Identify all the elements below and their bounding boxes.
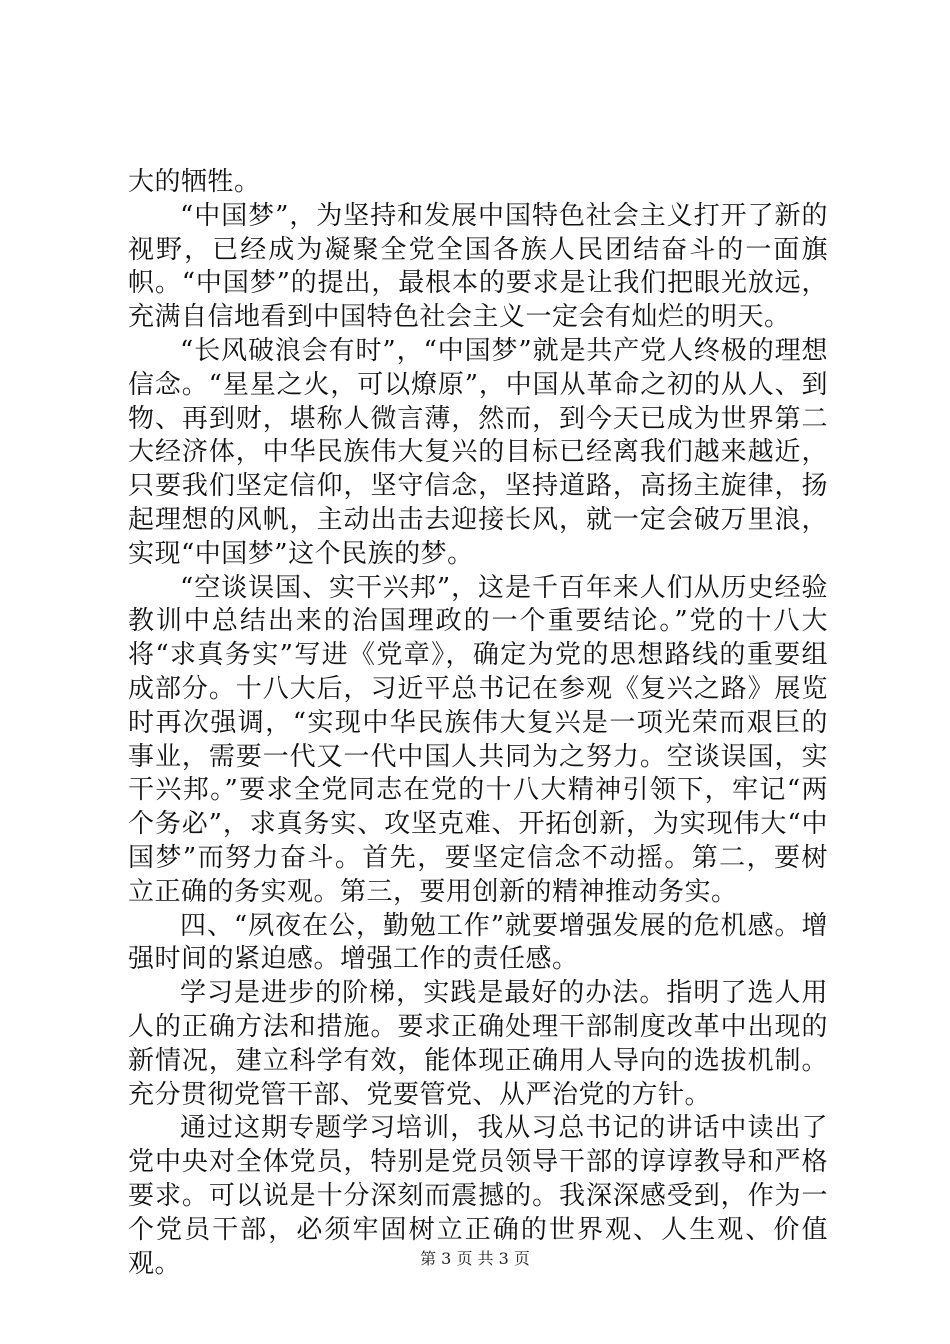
- paragraph-4: “空谈误国、实干兴邦”，这是千百年来人们从历史经验教训中总结出来的治国理政的一个重要结论。”党的十八大将“求真务实”写进《党章》，确定为党的思想路线的重要组成部分。十八大后，习近平总书记在参观《复兴之路》展览时再次强调，“实现中华民族伟大复兴是一项光荣而艰巨的事业，需要一代又一代中国人共同为之努力。空谈误国，实干兴邦。”要求全党同志在党的十八大精神引领下，牢记“两个务必”，求真务实、攻坚克难、开拓创新，为实现伟大“中国梦”而努力奋斗。首先，要坚定信念不动摇。第二，要树立正确的务实观。第三，要用创新的精神推动务实。: [128, 572, 828, 907]
- paragraph-5: 四、“夙夜在公，勤勉工作”就要增强发展的危机感。增强时间的紧迫感。增强工作的责任感。: [128, 910, 828, 975]
- document-body: [128, 166, 828, 1281]
- page-footer: 第 3 页 共 3 页: [420, 1249, 530, 1268]
- paragraph-6: 学习是进步的阶梯，实践是最好的办法。指明了选人用人的正确方法和措施。要求正确处理干部制度改革中出现的新情况，建立科学有效，能体现正确用人导向的选拔机制。充分贯彻党管干部、党要管党、从严治党的方针。: [128, 978, 828, 1110]
- paragraph-7: 通过这期专题学习培训，我从习总书记的讲话中读出了党中央对全体党员，特别是党员领导干部的谆谆教导和严格要求。可以说是十分深刻而震撼的。我深深感受到，作为一个党员干部，必须牢固树立正确的世界观、人生观、价值观。: [128, 1113, 828, 1279]
- paragraph-2: “中国梦”，为坚持和发展中国特色社会主义打开了新的视野，已经成为凝聚全党全国各族人民团结奋斗的一面旗帜。“中国梦”的提出，最根本的要求是让我们把眼光放远，充满自信地看到中国特色社会主义一定会有灿烂的明天。: [128, 200, 828, 333]
- paragraph-1: 大的牺牲。: [128, 167, 261, 197]
- paragraph-3: “长风破浪会有时”，“中国梦”就是共产党人终极的理想信念。“星星之火，可以燎原”，中国从革命之初的从人、到物、再到财，堪称人微言薄，然而，到今天已成为世界第二大经济体，中华民族伟大复兴的目标已经离我们越来越近，只要我们坚定信仰，坚守信念，坚持道路，高扬主旋律，扬起理想的风帆，主动出击去迎接长风，就一定会破万里浪，实现“中国梦”这个民族的梦。: [128, 335, 828, 569]
